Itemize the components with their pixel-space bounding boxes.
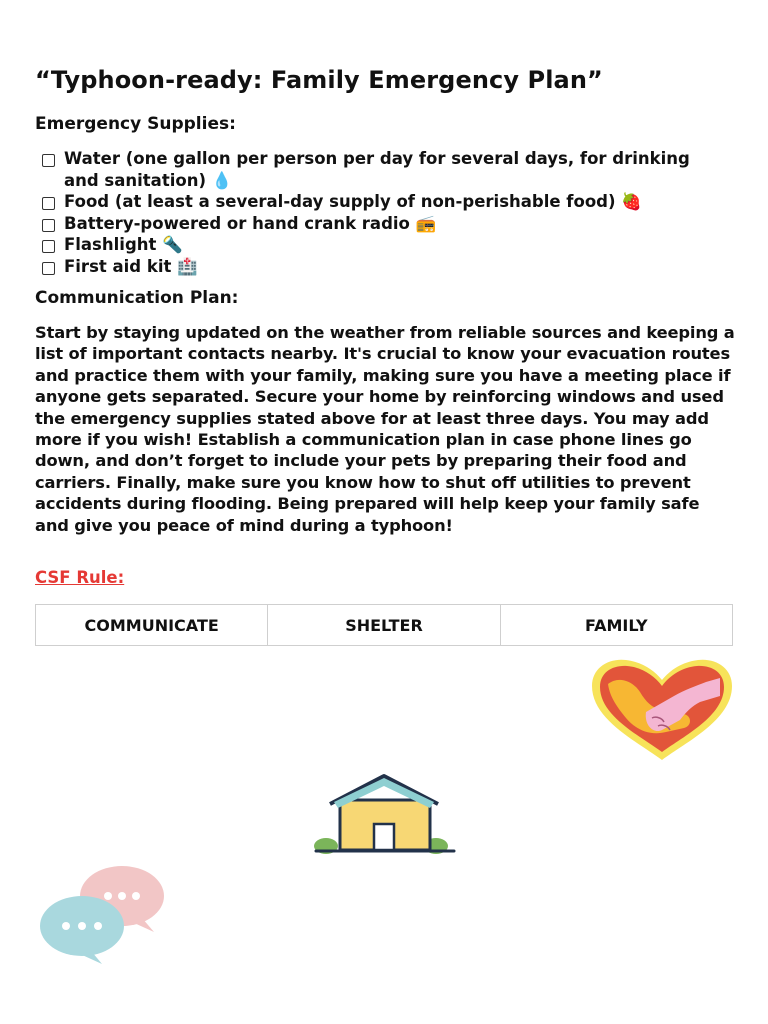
supply-item-food bbox=[42, 191, 742, 213]
supplies-heading: Emergency Supplies: bbox=[35, 114, 236, 134]
checkbox[interactable] bbox=[42, 197, 55, 210]
csf-cell-shelter: SHELTER bbox=[267, 605, 499, 645]
checkbox[interactable] bbox=[42, 154, 55, 167]
checkbox[interactable] bbox=[42, 262, 55, 275]
supply-item-water bbox=[42, 148, 742, 191]
page-title: “Typhoon-ready: Family Emergency Plan” bbox=[35, 66, 603, 94]
communication-paragraph: Start by staying updated on the weather from reliable sources and keeping a list of important contacts nearby. It's crucial to know your evacuation routes and practice them with your family, making sure you have a meeting place if anyone gets separated. Secure your home by reinforcing windows and used the emergency supplies stated above for at least three days. You may add more if you wish! Establish a communication plan in case phone lines go down, and don’t forget to include your pets by preparing their food and carriers. Finally, make sure you know how to shut off utilities to prevent accidents during flooding. Being prepared will help keep your family safe and give you peace of mind during a typhoon! bbox=[35, 323, 735, 535]
supply-item-text: Food (at least a several-day supply of non-perishable food) 🍓 bbox=[64, 192, 642, 211]
checkbox[interactable] bbox=[42, 240, 55, 253]
csf-cell-family: FAMILY bbox=[500, 605, 732, 645]
supply-item-text: Flashlight 🔦 bbox=[64, 235, 183, 254]
csf-cell-communicate: COMMUNICATE bbox=[84, 615, 219, 635]
supply-item-flashlight bbox=[42, 234, 742, 256]
supply-item-text: Water (one gallon per person per day for several days, for drinking bbox=[64, 149, 690, 168]
supply-item-radio bbox=[42, 213, 742, 235]
csf-rule-label: CSF Rule: bbox=[35, 568, 125, 587]
heart-hands-icon bbox=[588, 656, 736, 764]
supply-item-first-aid bbox=[42, 256, 742, 278]
supply-item-text: and sanitation) 💧 bbox=[64, 170, 233, 190]
supply-item-text: Battery-powered or hand crank radio 📻 bbox=[64, 213, 437, 233]
communication-heading: Communication Plan: bbox=[35, 288, 239, 308]
csf-table bbox=[35, 604, 733, 646]
supply-item-text: First aid kit 🏥 bbox=[64, 256, 198, 276]
supplies-checklist bbox=[42, 148, 742, 277]
checkbox[interactable] bbox=[42, 219, 55, 232]
chat-bubbles-icon bbox=[36, 862, 168, 966]
house-icon bbox=[312, 772, 458, 856]
